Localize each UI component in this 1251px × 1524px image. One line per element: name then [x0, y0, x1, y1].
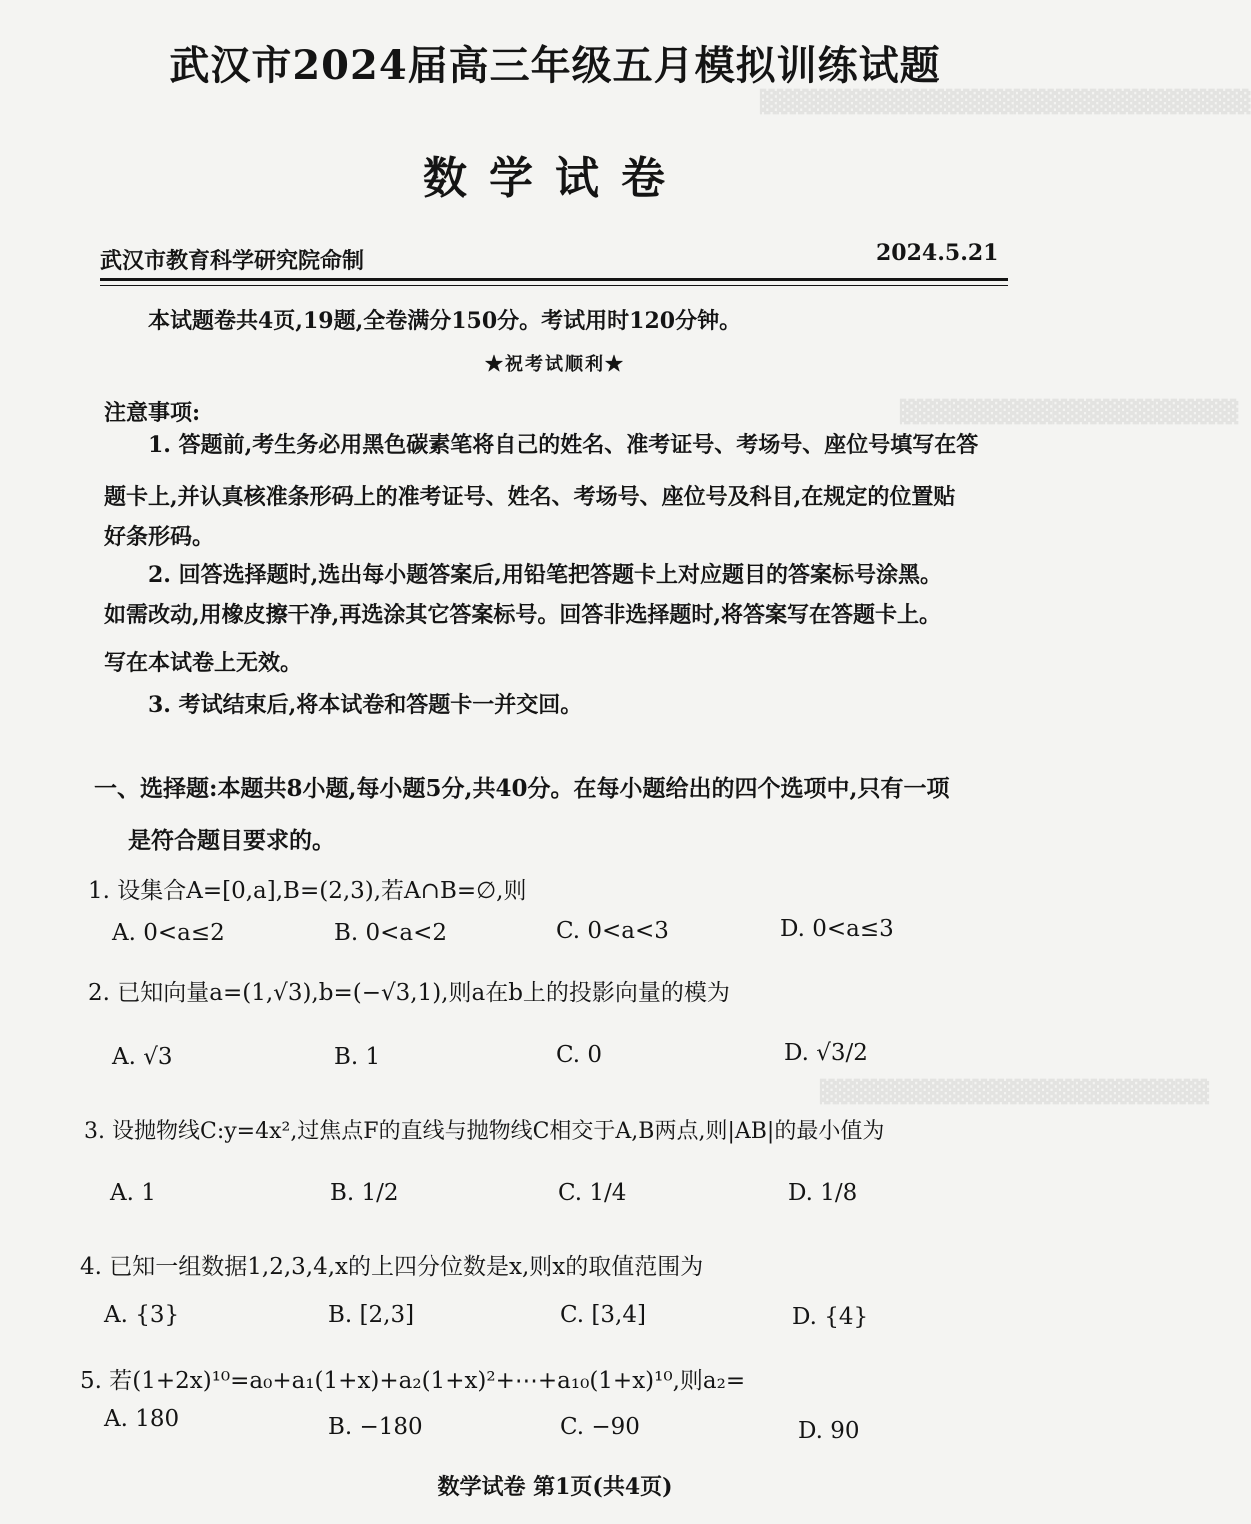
issuer: 武汉市教育科学研究院命制 — [100, 248, 365, 274]
question-1-option-a: A. 0<a≤2 — [112, 920, 225, 946]
good-luck-banner: ★祝考试顺利★ — [485, 354, 625, 375]
question-1-stem: 1. 设集合A=[0,a],B=(2,3),若A∩B=∅,则 — [88, 878, 527, 904]
question-3-option-d: D. 1/8 — [788, 1180, 858, 1206]
question-1-option-b: B. 0<a<2 — [334, 920, 448, 946]
question-3-option-b: B. 1/2 — [330, 1180, 399, 1206]
question-4-option-d: D. {4} — [792, 1304, 869, 1330]
question-4-option-b: B. [2,3] — [328, 1302, 415, 1328]
notice-line: 3. 考试结束后,将本试卷和答题卡一并交回。 — [148, 692, 583, 718]
question-5-stem: 5. 若(1+2x)¹⁰=a₀+a₁(1+x)+a₂(1+x)²+⋯+a₁₀(1+x)¹⁰,则a₂= — [80, 1368, 746, 1394]
notice-line: 写在本试卷上无效。 — [104, 650, 303, 676]
notice-line: 好条形码。 — [104, 524, 215, 550]
exam-date: 2024.5.21 — [876, 240, 999, 266]
section-heading-cont: 是符合题目要求的。 — [128, 827, 335, 854]
question-1-option-c: C. 0<a<3 — [556, 918, 669, 944]
question-2-option-d: D. √3/2 — [784, 1040, 868, 1066]
question-3-option-a: A. 1 — [110, 1180, 156, 1206]
notice-heading: 注意事项: — [104, 400, 201, 426]
question-5-option-b: B. −180 — [328, 1414, 423, 1440]
question-5-option-d: D. 90 — [798, 1418, 860, 1444]
question-1-option-d: D. 0<a≤3 — [780, 916, 894, 942]
header-rule-thin — [100, 285, 1008, 286]
question-4-option-c: C. [3,4] — [560, 1302, 646, 1328]
question-3-option-c: C. 1/4 — [558, 1180, 627, 1206]
bleed-through-text: ▓▓▓▓▓▓▓▓▓▓▓▓▓▓▓▓▓▓▓▓ — [900, 400, 1239, 425]
question-3-stem: 3. 设抛物线C:y=4x²,过焦点F的直线与抛物线C相交于A,B两点,则|AB|的最小值为 — [84, 1119, 885, 1144]
notice-line: 如需改动,用橡皮擦干净,再选涂其它答案标号。回答非选择题时,将答案写在答题卡上。 — [104, 602, 941, 628]
section-heading: 一、选择题:本题共8小题,每小题5分,共40分。在每小题给出的四个选项中,只有一项 — [94, 775, 950, 802]
question-4-stem: 4. 已知一组数据1,2,3,4,x的上四分位数是x,则x的取值范围为 — [80, 1254, 704, 1280]
header-rule — [100, 278, 1008, 281]
question-2-option-a: A. √3 — [112, 1044, 173, 1070]
question-2-option-c: C. 0 — [556, 1042, 603, 1068]
bleed-through-text: ▓▓▓▓▓▓▓▓▓▓▓▓▓▓▓▓▓▓▓▓▓▓▓ — [820, 1080, 1210, 1105]
exam-intro: 本试题卷共4页,19题,全卷满分150分。考试用时120分钟。 — [148, 308, 742, 334]
page-footer: 数学试卷 第1页(共4页) — [437, 1474, 673, 1500]
notice-line: 1. 答题前,考生务必用黑色碳素笔将自己的姓名、准考证号、考场号、座位号填写在答 — [148, 432, 979, 458]
exam-title: 武汉市2024届高三年级五月模拟训练试题 — [169, 42, 941, 89]
question-5-option-a: A. 180 — [104, 1406, 180, 1432]
notice-line: 题卡上,并认真核准条形码上的准考证号、姓名、考场号、座位号及科目,在规定的位置贴 — [104, 484, 956, 510]
bleed-through-text: ▓▓▓▓▓▓▓▓▓▓▓▓▓▓▓▓▓▓▓▓▓▓▓▓▓▓▓▓▓ — [760, 90, 1251, 115]
notice-line: 2. 回答选择题时,选出每小题答案后,用铅笔把答题卡上对应题目的答案标号涂黑。 — [148, 562, 942, 588]
question-5-option-c: C. −90 — [560, 1414, 640, 1440]
question-4-option-a: A. {3} — [104, 1302, 180, 1328]
exam-subtitle: 数学试卷 — [423, 153, 687, 204]
question-2-option-b: B. 1 — [334, 1044, 381, 1070]
question-2-stem: 2. 已知向量a=(1,√3),b=(−√3,1),则a在b上的投影向量的模为 — [88, 980, 730, 1006]
